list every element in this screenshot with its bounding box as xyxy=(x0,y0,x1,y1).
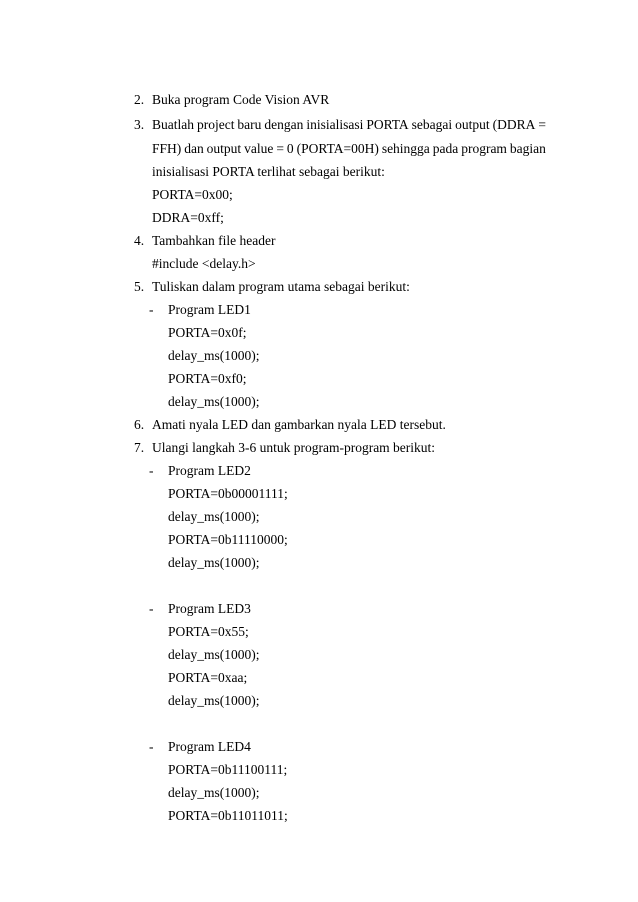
code-line: PORTA=0x0f; xyxy=(168,325,247,340)
item-3-line-1 xyxy=(152,116,546,134)
word: value xyxy=(244,141,274,156)
code-line: PORTA=0b11100111; xyxy=(168,762,288,777)
word: output xyxy=(206,141,242,156)
item-5-number: 5. xyxy=(134,279,145,294)
code-line: PORTA=0xf0; xyxy=(168,371,247,386)
word: = xyxy=(276,141,284,156)
code-line: delay_ms(1000); xyxy=(168,348,260,363)
code-line: PORTA=0x00; xyxy=(152,187,233,202)
word: baru xyxy=(237,117,262,132)
code-line: DDRA=0xff; xyxy=(152,210,224,225)
word: PORTA xyxy=(366,117,409,132)
item-6-number: 6. xyxy=(134,417,145,432)
bullet-dash: - xyxy=(149,302,154,317)
program-title: Program LED3 xyxy=(168,601,251,616)
code-line: PORTA=0b11011011; xyxy=(168,808,288,823)
word: project xyxy=(196,117,235,132)
code-line: delay_ms(1000); xyxy=(168,509,260,524)
word: output xyxy=(455,117,490,132)
code-line: delay_ms(1000); xyxy=(168,555,260,570)
item-3-line-2 xyxy=(152,140,546,158)
code-line: #include <delay.h> xyxy=(152,256,256,271)
item-3-line-3: inisialisasi PORTA terlihat sebagai berikut: xyxy=(152,164,385,179)
program-title: Program LED4 xyxy=(168,739,251,754)
word: pada xyxy=(432,141,459,156)
code-line: PORTA=0b00001111; xyxy=(168,486,288,501)
word: (PORTA=00H) xyxy=(296,141,379,156)
code-line: delay_ms(1000); xyxy=(168,693,260,708)
word: = xyxy=(538,117,546,132)
bullet-dash: - xyxy=(149,463,154,478)
word: sebagai xyxy=(411,117,453,132)
bullet-dash: - xyxy=(149,739,154,754)
code-line: delay_ms(1000); xyxy=(168,394,260,409)
word: 0 xyxy=(286,141,294,156)
item-4-number: 4. xyxy=(134,233,145,248)
code-line: delay_ms(1000); xyxy=(168,647,260,662)
code-line: PORTA=0x55; xyxy=(168,624,249,639)
word: bagian xyxy=(509,141,546,156)
word: (DDRA xyxy=(492,117,536,132)
word: Buatlah xyxy=(152,117,194,132)
item-7-text: Ulangi langkah 3-6 untuk program-program berikut: xyxy=(152,440,436,455)
program-title: Program LED1 xyxy=(168,302,251,317)
item-2-number: 2. xyxy=(134,92,145,107)
item-2-text: Buka program Code Vision AVR xyxy=(152,92,330,107)
item-3-number: 3. xyxy=(134,117,145,132)
word: program xyxy=(461,141,507,156)
word: inisialisasi xyxy=(306,117,364,132)
code-line: delay_ms(1000); xyxy=(168,785,260,800)
bullet-dash: - xyxy=(149,601,154,616)
item-5-text: Tuliskan dalam program utama sebagai berikut: xyxy=(152,279,410,294)
item-6-text: Amati nyala LED dan gambarkan nyala LED tersebut. xyxy=(152,417,446,432)
program-title: Program LED2 xyxy=(168,463,251,478)
word: dengan xyxy=(264,117,304,132)
word: dan xyxy=(184,141,204,156)
item-7-number: 7. xyxy=(134,440,145,455)
word: FFH) xyxy=(152,141,182,156)
code-line: PORTA=0xaa; xyxy=(168,670,248,685)
item-4-text: Tambahkan file header xyxy=(152,233,276,248)
code-line: PORTA=0b11110000; xyxy=(168,532,288,547)
word: sehingga xyxy=(381,141,430,156)
